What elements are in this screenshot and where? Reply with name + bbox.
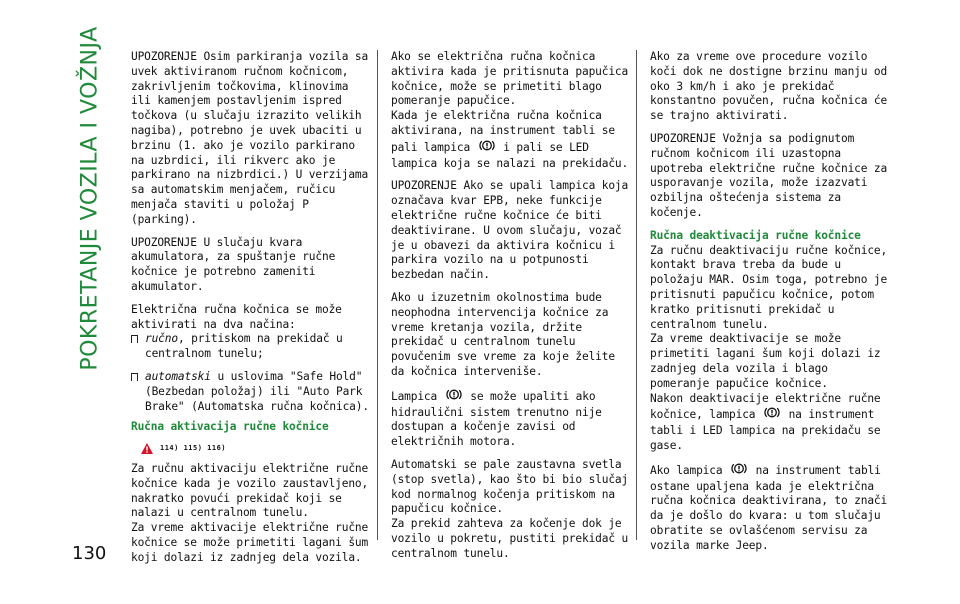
bullet-text: , pritiskom na prekidač u centralnom tunelu; xyxy=(145,332,343,361)
warning-references xyxy=(141,441,369,456)
paragraph: Električna ručna kočnica se može aktivirati na dva načina: xyxy=(131,302,342,331)
paragraph: Za ručnu deaktivaciju ručne kočnice, kontakt brava treba da bude u položaju MAR. Osim toga, potrebno je pritisnuti papučicu kočnice, potom kratko pritisnuti prekidač u centralnom tunelu. xyxy=(650,243,888,331)
paragraph-text: se može upaliti ako hidraulični sistem trenutno nije dostupan a kočenje zavisi od električnih motora. xyxy=(391,389,602,449)
bullet-item xyxy=(131,370,369,414)
warning-paragraph: UPOZORENJE Ako se upali lampica koja označava kvar EPB, neke funkcije električne ručne kočnice će biti deaktivirane. U ovom slučaju, vozač je u obavezi da aktivira kočnicu i parkira vozilo na u potpunosti bezbedan način. xyxy=(391,179,629,282)
paragraph: Za vreme aktivacije električne ručne kočnice se može primetiti lagani šum koji dolazi iz zadnjeg dela vozila. xyxy=(131,521,369,564)
bullet-emphasis: ručno xyxy=(145,332,178,346)
column-divider xyxy=(377,50,378,540)
paragraph-text: Lampica xyxy=(391,389,438,403)
paragraph xyxy=(391,109,629,171)
column-divider xyxy=(636,50,637,540)
bullet-icon xyxy=(131,373,138,381)
bullet-emphasis: automatski xyxy=(145,369,211,383)
warning-triangle-icon xyxy=(141,443,153,454)
parking-brake-lamp-icon xyxy=(446,388,462,406)
paragraph xyxy=(391,388,629,450)
warning-reference-numbers: 114) 115) 116) xyxy=(160,444,227,453)
text-column-1 xyxy=(131,50,369,574)
paragraph: Automatski se pale zaustavna svetla (stop svetla), kao što bi bio slučaj kod normalnog kočenja pritiskom na papučicu kočnice. xyxy=(391,457,629,516)
paragraph-text: na instrument tabli i LED lampica na prekidaču se gase. xyxy=(650,408,881,452)
bullet-text: u uslovima "Safe Hold" (Bezbedan položaj) ili "Auto Park Brake" (Automatska ručna kočnica). xyxy=(145,369,369,413)
paragraph-text: Ako lampica xyxy=(650,463,723,477)
paragraph: Ako za vreme ove procedure vozilo koči dok ne dostigne brzinu manju od oko 3 km/h i ako je prekidač konstantno povučen, ručna kočnica će se trajno aktivirati. xyxy=(650,50,888,123)
warning-paragraph: UPOZORENJE Osim parkiranja vozila sa uvek aktiviranom ručnom kočnicom, zakrivljenim točkovima, klinovima ili kamenjem postavljenim ispred točkova (u slučaju izrazito velikih nagiba), potrebno je uvek ubaciti u brzinu (1. ako je vozilo parkirano na uzbrdici, ili rikverc ako je parkirano na nizbrdici.) U verzijama sa automatskim menjačem, ručicu menjača staviti u položaj P (parking). xyxy=(131,50,369,226)
warning-paragraph: UPOZORENJE Vožnja sa podignutom ručnom kočnicom ili uzastopna upotreba električne ručne kočnice za usporavanje vozila, može izazvati ozbiljna oštećenja sistema za kočenje. xyxy=(650,131,888,219)
paragraph xyxy=(650,392,888,454)
warning-paragraph: UPOZORENJE U slučaju kvara akumulatora, za spuštanje ručne kočnice je potrebno zameniti akumulator. xyxy=(131,235,336,293)
text-column-3 xyxy=(650,50,888,562)
chapter-title-text: POKRETANJE VOZILA I VOŽNJA xyxy=(77,25,103,371)
paragraph-text: i pali se LED lampica koja se nalazi na prekidaču. xyxy=(391,140,629,170)
paragraph-text: Nakon deaktivacije električne ručne kočnice, lampica xyxy=(650,391,881,422)
paragraph: Za vreme deaktivacije se može primetiti lagani šum koji dolazi iz zadnjeg dela vozila i blago pomeranje papučice kočnice. xyxy=(650,332,881,390)
section-heading: Ručna aktivacija ručne kočnice xyxy=(131,420,329,434)
bullet-item xyxy=(131,332,369,362)
paragraph xyxy=(650,462,888,554)
page-number: 130 xyxy=(72,543,107,564)
paragraph-text: Kada je električna ručna kočnica aktivirana, na instrument tabli se pali lampica xyxy=(391,109,615,154)
paragraph-text: na instrument tabli ostane upaljena kada je električna ručna kočnica deaktivirana, to znači da je došlo do kvara: u tom slučaju obratite se ovlašćenom servisu za vozila marke Jeep. xyxy=(650,463,888,552)
chapter-side-title xyxy=(64,25,116,371)
section-heading: Ručna deaktivacija ručne kočnice xyxy=(650,228,861,242)
parking-brake-lamp-icon xyxy=(764,406,780,424)
paragraph: Za ručnu aktivaciju električne ručne kočnice kada je vozilo zaustavljeno, nakratko povući prekidač koji se nalazi u centralnom tunelu. xyxy=(131,461,369,520)
parking-brake-lamp-icon xyxy=(731,462,747,480)
paragraph: Ako se električna ručna kočnica aktivira kada je pritisnuta papučica kočnice, može se primetiti blago pomeranje papučice. xyxy=(391,50,629,108)
parking-brake-lamp-icon xyxy=(479,139,495,157)
paragraph: Ako u izuzetnim okolnostima bude neophodna intervencija kočnice za vreme kretanja vozila, držite prekidač u centralnom tunelu povučenim sve vreme za koje želite da kočnica interveniše. xyxy=(391,290,615,378)
bullet-icon xyxy=(131,335,138,343)
text-column-2 xyxy=(391,50,629,570)
paragraph: Za prekid zahteva za kočenje dok je vozilo u pokretu, pustiti prekidač u centralnom tunelu. xyxy=(391,517,629,560)
